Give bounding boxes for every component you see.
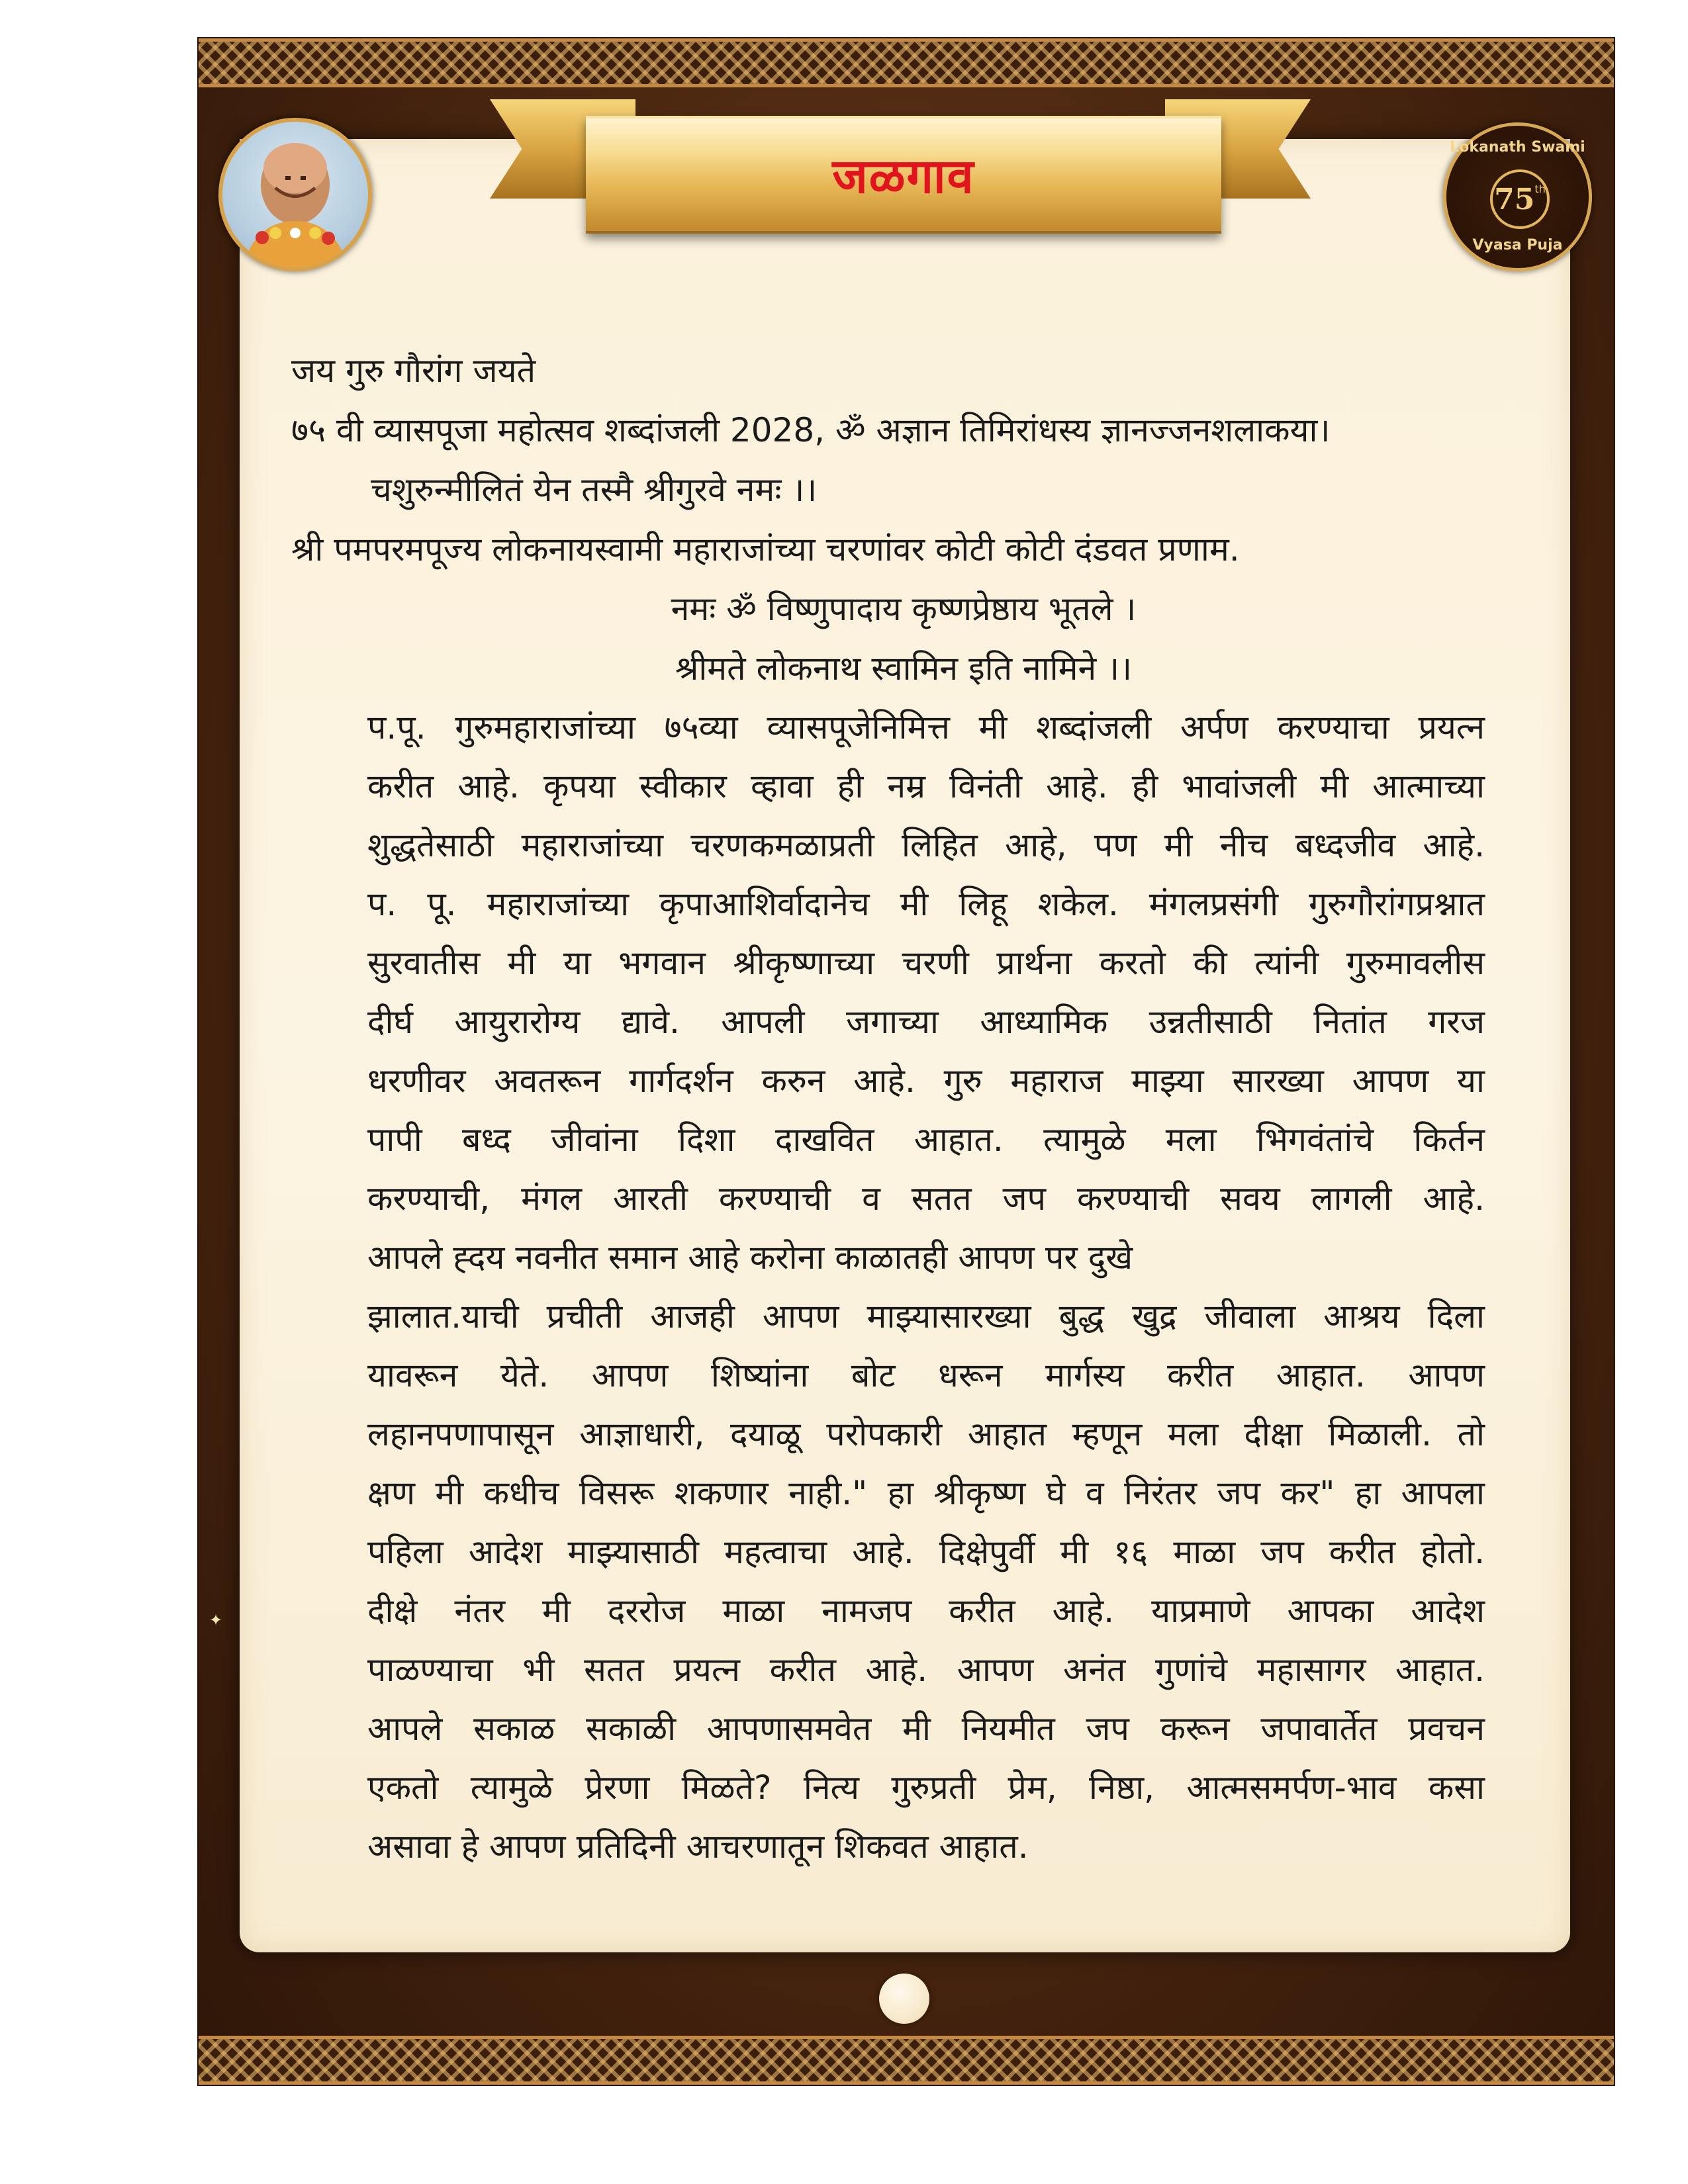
title-ribbon [586, 116, 1221, 234]
body-line: शुद्धतेसाठी महाराजांच्या चरणकमळाप्रती लिहित आहे, पण मी नीच बध्दजीव आहे. [367, 826, 1485, 864]
guru-portrait [218, 118, 372, 271]
bottom-ornament-circle [879, 1974, 929, 2024]
body-line: प. पू. महाराजांच्या कृपाआशिर्वादानेच मी लिहू शकेल. मंगलप्रसंगी गुरुगौरांगप्रश्नात [367, 885, 1485, 923]
decorative-border-top [199, 38, 1614, 87]
intro-line: श्री पमपरमपूज्य लोकनायस्वामी महाराजांच्या चरणांवर कोटी कोटी दंडवत प्रणाम. [291, 530, 1240, 569]
body-line: एकतो त्यामुळे प्रेरणा मिळते? नित्य गुरुप्रती प्रेम, निष्ठा, आत्मसमर्पण-भाव कसा [367, 1768, 1485, 1807]
page-title: जळगाव [832, 148, 975, 204]
body-line: झालात.याची प्रचीती आजही आपण माझ्यासारख्या बुद्ध खुद्र जीवाला आश्रय दिला [367, 1297, 1485, 1336]
intro-line: नमः ॐ विष्णुपादाय कृष्णप्रेष्ठाय भूतले । [671, 590, 1137, 628]
intro-line: जय गुरु गौरांग जयते [291, 351, 536, 390]
portrait-icon [222, 122, 368, 267]
decorative-border-bottom [199, 2036, 1614, 2085]
body-line: पापी बध्द जीवांना दिशा दाखवित आहात. त्यामुळे मला भिगवंतांचे किर्तन [367, 1120, 1485, 1159]
intro-line: श्रीमते लोकनाथ स्वामिन इति नामिने ।। [675, 649, 1133, 688]
body-line: असावा हे आपण प्रतिदिनी आचरणातून शिकवत आहात. [367, 1827, 1029, 1866]
body-line: सुरवातीस मी या भगवान श्रीकृष्णाच्या चरणी प्रार्थना करतो की त्यांनी गुरुमावलीस [367, 944, 1485, 982]
body-line: यावरून येते. आपण शिष्यांना बोट धरून मार्गस्य करीत आहात. आपण [367, 1356, 1485, 1394]
body-line: आपले सकाळ सकाळी आपणासमवेत मी नियमीत जप करून जपावार्तेत प्रवचन [367, 1709, 1485, 1748]
body-line: दीर्घ आयुरारोग्य द्यावे. आपली जगाच्या आध्यामिक उन्नतीसाठी नितांत गरज [367, 1003, 1485, 1041]
body-line: पहिला आदेश माझ्यासाठी महत्वाचा आहे. दिक्षेपुर्वी मी १६ माळा जप करीत होतो. [367, 1533, 1485, 1571]
body-line: दीक्षे नंतर मी दररोज माळा नामजप करीत आहे. याप्रमाणे आपका आदेश [367, 1592, 1485, 1630]
intro-line: ७५ वी व्यासपूजा महोत्सव शब्दांजली 2028, ॐ अज्ञान तिमिरांधस्य ज्ञानज्जनशलाकया। [291, 411, 1331, 449]
body-line: आपले ह्दय नवनीत समान आहे करोना काळातही आपण पर दुखे [367, 1238, 1133, 1277]
vyasa-puja-badge [1443, 122, 1592, 271]
badge-bottom-text: Vyasa Puja [1472, 237, 1563, 253]
intro-line: चशुरुन्मीलितं येन तस्मै श्रीगुरवे नमः ।। [371, 471, 818, 509]
body-line: प.पू. गुरुमहाराजांच्या ७५व्या व्यासपूजेनिमित्त मी शब्दांजली अर्पण करण्याचा प्रयत्न [367, 708, 1485, 747]
badge-top-text: Lokanath Swami [1450, 139, 1585, 156]
sparkle-icon: ✦ [209, 1611, 223, 1629]
intro-block [291, 341, 1516, 698]
body-line: धरणीवर अवतरून गार्गदर्शन करुन आहे. गुरु महाराज माझ्या सारख्या आपण या [367, 1062, 1485, 1100]
body-line: पाळण्याचा भी सतत प्रयत्न करीत आहे. आपण अनंत गुणांचे महासागर आहात. [367, 1651, 1485, 1689]
badge-ring [1490, 169, 1550, 229]
body-line: करण्याची, मंगल आरती करण्याची व सतत जप करण्याची सवय लागली आहे. [367, 1179, 1485, 1218]
body-paragraph [367, 698, 1485, 1876]
badge-suffix: th [1534, 182, 1546, 195]
body-line: लहानपणापासून आज्ञाधारी, दयाळू परोपकारी आहात म्हणून मला दीक्षा मिळाली. तो [367, 1415, 1485, 1453]
badge-number: 75 [1494, 182, 1535, 216]
body-line: क्षण मी कधीच विसरू शकणार नाही." हा श्रीकृष्ण घे व निरंतर जप कर" हा आपला [367, 1474, 1485, 1512]
body-line: करीत आहे. कृपया स्वीकार व्हावा ही नम्र विनंती आहे. ही भावांजली मी आत्माच्या [367, 767, 1485, 805]
